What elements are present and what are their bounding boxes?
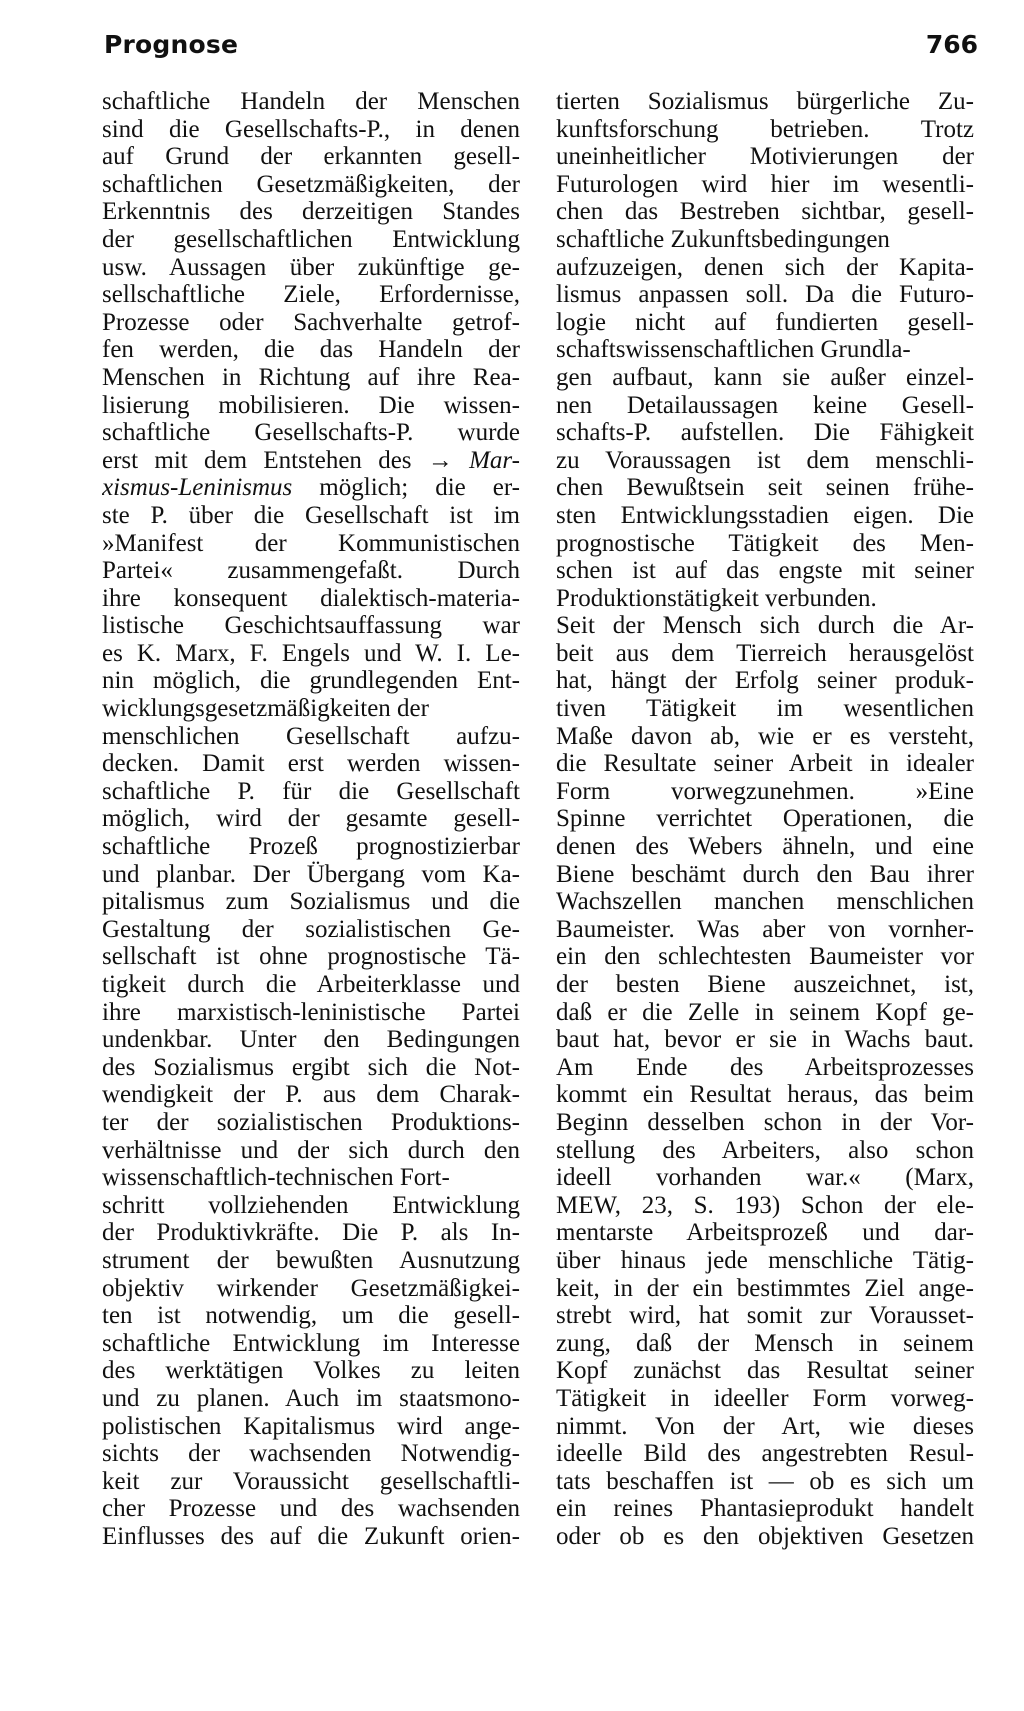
text-line: schaftliche Prozeß prognostizierbar [102, 833, 520, 861]
text-line: prognostische Tätigkeit des Men- [556, 529, 974, 557]
text-line: Biene beschämt durch den Bau ihrer [556, 860, 974, 888]
text-line: Gestaltung der sozialistischen Ge- [102, 915, 520, 943]
text-line: chen Bewußtsein seit seinen frühe- [556, 474, 974, 502]
text-line: es K. Marx, F. Engels und W. I. Le- [102, 639, 520, 667]
running-head-title: Prognose [104, 30, 239, 59]
text-line: Tätigkeit in ideeller Form vorweg- [556, 1384, 974, 1412]
text-line: auf Grund der erkannten gesell- [102, 143, 520, 171]
text-line: schaftliche Entwicklung im Interesse [102, 1329, 520, 1357]
text-line: chen das Bestreben sichtbar, gesell- [556, 198, 974, 226]
text-line: Maße davon ab, wie er es versteht, [556, 722, 974, 750]
text-line: verhältnisse und der sich durch den [102, 1136, 520, 1164]
text-line: undenkbar. Unter den Bedingungen [102, 1026, 520, 1054]
text-line: schen ist auf das engste mit seiner [556, 557, 974, 585]
text-line: schaftlichen Gesetzmäßigkeiten, der [102, 170, 520, 198]
text-line: aufzuzeigen, denen sich der Kapita- [556, 253, 974, 281]
text-line: ihre konsequent dialektisch-materia- [102, 584, 520, 612]
text-line: und planbar. Der Übergang vom Ka- [102, 860, 520, 888]
text-line: des Sozialismus ergibt sich die Not- [102, 1053, 520, 1081]
text-line: schafts-P. aufstellen. Die Fähigkeit [556, 419, 974, 447]
text-line: Seit der Mensch sich durch die Ar- [556, 612, 974, 640]
text-line: beit aus dem Tierreich herausgelöst [556, 639, 974, 667]
text-line: Futurologen wird hier im wesentli- [556, 170, 974, 198]
text-line: zung, daß der Mensch in seinem [556, 1329, 974, 1357]
left-text-column [102, 88, 520, 1550]
text-line: Prozesse oder Sachverhalte getrof- [102, 308, 520, 336]
text-line: ein den schlechtesten Baumeister vor [556, 943, 974, 971]
text-line: pitalismus zum Sozialismus und die [102, 888, 520, 916]
text-line: menschlichen Gesellschaft aufzu- [102, 722, 520, 750]
text-line: stellung des Arbeiters, also schon [556, 1136, 974, 1164]
text-line: kunftsforschung betrieben. Trotz [556, 115, 974, 143]
text-line: cher Prozesse und des wachsenden [102, 1495, 520, 1523]
text-line: »Manifest der Kommunistischen [102, 529, 520, 557]
text-line: Erkenntnis des derzeitigen Standes [102, 198, 520, 226]
text-line: decken. Damit erst werden wissen- [102, 750, 520, 778]
text-line: keit, in der ein bestimmtes Ziel ange- [556, 1274, 974, 1302]
text-line: erst mit dem Entstehen des → Mar- [102, 446, 520, 474]
page-number: 766 [925, 30, 978, 59]
text-line: der gesellschaftlichen Entwicklung [102, 225, 520, 253]
text-line: der besten Biene auszeichnet, ist, [556, 971, 974, 998]
text-line: der Produktivkräfte. Die P. als In- [102, 1219, 520, 1247]
text-line: strebt wird, hat somit zur Vorausset- [556, 1302, 974, 1330]
text-line: ideelle Bild des angestrebten Resul- [556, 1440, 974, 1468]
text-line: Beginn desselben schon in der Vor- [556, 1108, 974, 1136]
text-line: schaftliche Zukunftsbedingungen [556, 225, 890, 253]
text-line: listische Geschichtsauffassung war [102, 612, 520, 640]
text-line: MEW, 23, S. 193) Schon der ele- [556, 1191, 974, 1219]
text-line: uneinheitlicher Motivierungen der [556, 143, 974, 171]
text-line: fen werden, die das Handeln der [102, 336, 520, 364]
text-line: objektiv wirkender Gesetzmäßigkei- [102, 1274, 520, 1302]
text-line: Partei« zusammengefaßt. Durch [102, 557, 520, 585]
text-line: gen aufbaut, kann sie außer einzel- [556, 363, 974, 391]
text-line: nen Detailaussagen keine Gesell- [556, 391, 974, 419]
text-line: ihre marxistisch-leninistische Partei [102, 998, 520, 1026]
text-line: Form vorwegzunehmen. »Eine [556, 777, 974, 805]
text-line: ideell vorhanden war.« (Marx, [556, 1164, 974, 1192]
text-line: schaftswissenschaftlichen Grundla- [556, 336, 911, 364]
text-line: schaftliche Handeln der Menschen [102, 88, 520, 115]
text-line: oder ob es den objektiven Gesetzen [556, 1522, 974, 1550]
text-line: des werktätigen Volkes zu leiten [102, 1357, 520, 1385]
text-line: ten ist notwendig, um die gesell- [102, 1302, 520, 1330]
text-line: wicklungsgesetzmäßigkeiten der [102, 695, 429, 723]
text-line: sind die Gesellschafts-P., in denen [102, 115, 520, 143]
text-line: über hinaus jede menschliche Tätig- [556, 1246, 974, 1274]
text-line: daß er die Zelle in seinem Kopf ge- [556, 998, 974, 1026]
text-line: schritt vollziehenden Entwicklung [102, 1191, 520, 1219]
text-line: xismus-Leninismus möglich; die er- [102, 474, 520, 502]
text-line: sten Entwicklungsstadien eigen. Die [556, 501, 974, 529]
text-line: zu Voraussagen ist dem menschli- [556, 446, 974, 474]
text-line: hat, hängt der Erfolg seiner produk- [556, 667, 974, 695]
text-line: und zu planen. Auch im staatsmono- [102, 1384, 520, 1412]
text-line: polistischen Kapitalismus wird ange- [102, 1412, 520, 1440]
text-line: Wachszellen manchen menschlichen [556, 888, 974, 916]
text-line: tats beschaffen ist — ob es sich um [556, 1467, 974, 1495]
text-line: ste P. über die Gesellschaft ist im [102, 501, 520, 529]
text-line: nin möglich, die grundlegenden Ent- [102, 667, 520, 695]
text-line: logie nicht auf fundierten gesell- [556, 308, 974, 336]
text-line: Am Ende des Arbeitsprozesses [556, 1053, 974, 1081]
text-line: Produktionstätigkeit verbunden. [556, 584, 877, 612]
text-line: wissenschaftlich-technischen Fort- [102, 1164, 450, 1192]
text-line: lismus anpassen soll. Da die Futuro- [556, 281, 974, 309]
text-line: wendigkeit der P. aus dem Charak- [102, 1081, 520, 1109]
text-line: lisierung mobilisieren. Die wissen- [102, 391, 520, 419]
text-line: sichts der wachsenden Notwendig- [102, 1440, 520, 1468]
text-line: Menschen in Richtung auf ihre Rea- [102, 363, 520, 391]
text-line: strument der bewußten Ausnutzung [102, 1246, 520, 1274]
text-line: Baumeister. Was aber von vornher- [556, 915, 974, 943]
text-line: nimmt. Von der Art, wie dieses [556, 1412, 974, 1440]
text-line: Kopf zunächst das Resultat seiner [556, 1357, 974, 1385]
text-line: keit zur Voraussicht gesellschaftli- [102, 1467, 520, 1495]
text-line: möglich, wird der gesamte gesell- [102, 805, 520, 833]
right-text-column [556, 88, 974, 1550]
text-line: schaftliche P. für die Gesellschaft [102, 777, 520, 805]
text-line: sellschaftliche Ziele, Erfordernisse, [102, 281, 520, 309]
text-line: tierten Sozialismus bürgerliche Zu- [556, 88, 974, 115]
text-line: baut hat, bevor er sie in Wachs baut. [556, 1026, 974, 1054]
text-line: schaftliche Gesellschafts-P. wurde [102, 419, 520, 447]
text-line: denen des Webers ähneln, und eine [556, 833, 974, 861]
text-line: ein reines Phantasieprodukt handelt [556, 1495, 974, 1523]
text-line: die Resultate seiner Arbeit in idealer [556, 750, 974, 778]
text-line: mentarste Arbeitsprozeß und dar- [556, 1219, 974, 1247]
text-line: ter der sozialistischen Produktions- [102, 1108, 520, 1136]
text-line: tigkeit durch die Arbeiterklasse und [102, 971, 520, 998]
text-line: usw. Aussagen über zukünftige ge- [102, 253, 520, 281]
text-line: tiven Tätigkeit im wesentlichen [556, 695, 974, 723]
text-line: kommt ein Resultat heraus, das beim [556, 1081, 974, 1109]
text-line: sellschaft ist ohne prognostische Tä- [102, 943, 520, 971]
text-line: Einflusses des auf die Zukunft orien- [102, 1522, 520, 1550]
text-line: Spinne verrichtet Operationen, die [556, 805, 974, 833]
